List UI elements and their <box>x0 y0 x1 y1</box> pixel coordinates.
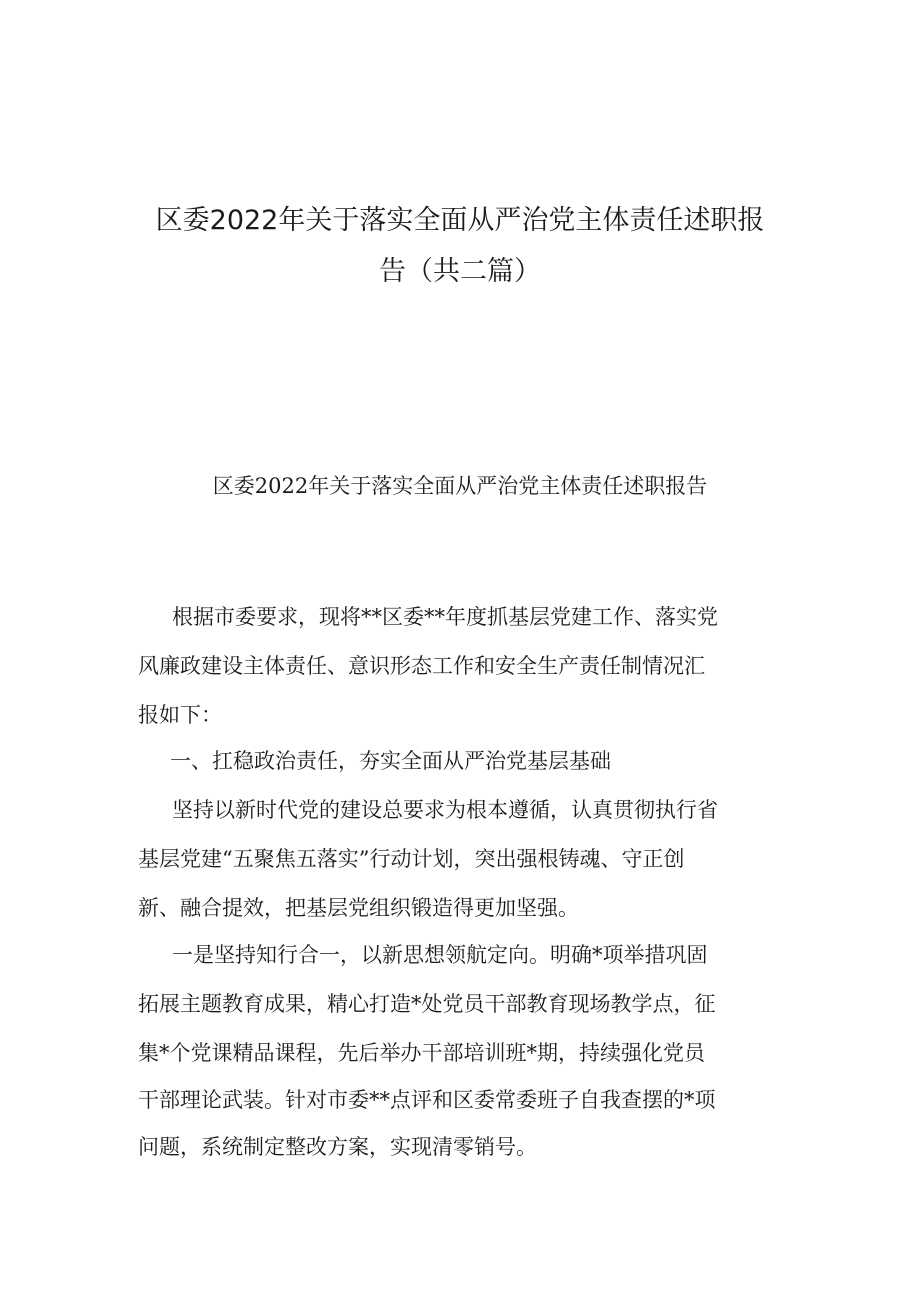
body-line: 问题，系统制定整改方案，实现清零销号。 <box>138 1135 537 1159</box>
report-subtitle: 区委2022年关于落实全面从严治党主体责任述职报告 <box>212 474 708 498</box>
document-title-line-2: 告（共二篇） <box>379 256 541 287</box>
body-line: 根据市委要求，现将**区委**年度抓基层党建工作、落实党 <box>172 605 718 629</box>
body-line: 坚持以新时代党的建设总要求为根本遵循，认真贯彻执行省 <box>172 798 718 822</box>
body-line: 风廉政建设主体责任、意识形态工作和安全生产责任制情况汇 <box>138 654 705 678</box>
body-line: 基层党建“五聚焦五落实”行动计划，突出强根铸魂、守正创 <box>138 847 685 871</box>
body-line: 拓展主题教育成果，精心打造*处党员干部教育现场教学点，征 <box>138 992 716 1016</box>
body-line: 集*个党课精品课程，先后举办干部培训班*期，持续强化党员 <box>138 1041 705 1065</box>
body-line: 报如下： <box>138 703 222 727</box>
section-heading: 一、扛稳政治责任，夯实全面从严治党基层基础 <box>170 749 611 773</box>
document-title-line-1: 区委2022年关于落实全面从严治党主体责任述职报 <box>155 205 765 236</box>
body-line: 新、融合提效，把基层党组织锻造得更加坚强。 <box>138 896 579 920</box>
body-line: 一是坚持知行合一，以新思想领航定向。明确*项举措巩固 <box>172 943 708 967</box>
body-line: 干部理论武装。针对市委**点评和区委常委班子自我查摆的*项 <box>138 1088 716 1112</box>
